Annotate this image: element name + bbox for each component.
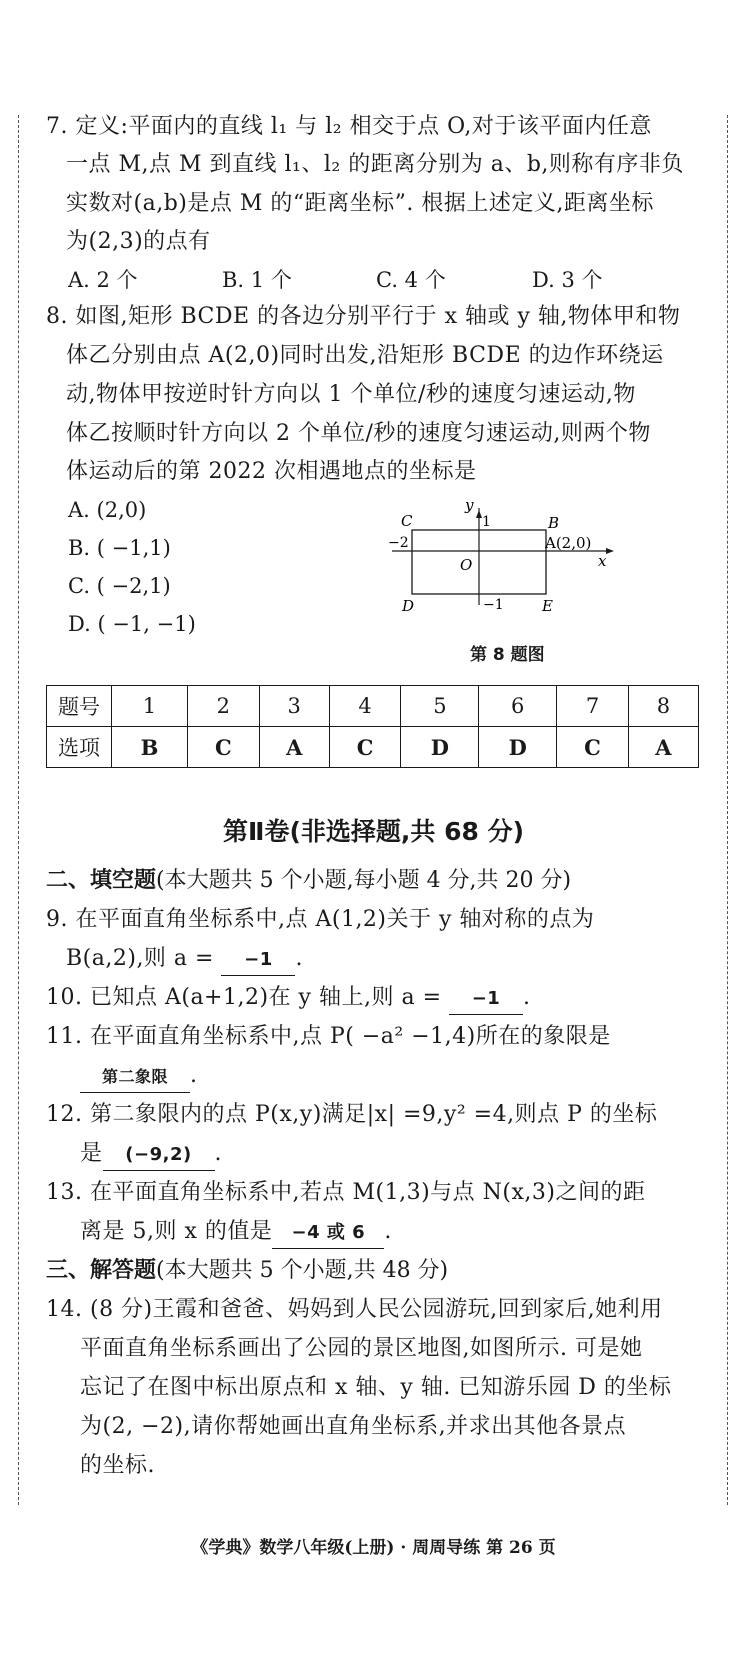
table-header-option: 选项 — [47, 727, 112, 768]
q7-line-2: 一点 M,点 M 到直线 l₁、l₂ 的距离分别为 a、b,则称有序非负 — [66, 152, 684, 177]
q7-line-1: 7. 定义:平面内的直线 l₁ 与 l₂ 相交于点 O,对于该平面内任意 — [46, 114, 652, 139]
label-o: O — [460, 556, 473, 574]
table-number-cell: 2 — [187, 686, 259, 727]
answer-table — [46, 685, 699, 768]
q7-option-c: C. 4 个 — [376, 268, 446, 292]
table-number-cell: 4 — [329, 686, 401, 727]
section-3-title: 三、解答题 — [46, 1258, 157, 1283]
table-header-number: 题号 — [47, 686, 112, 727]
table-number-cell: 5 — [401, 686, 479, 727]
q10-answer: −1 — [449, 984, 523, 1015]
q8-line-5: 体运动后的第 2022 次相遇地点的坐标是 — [66, 459, 477, 484]
table-answer-cell: D — [479, 727, 557, 768]
q7-line-4: 为(2,3)的点有 — [66, 229, 211, 254]
left-margin-dashed-line — [18, 115, 19, 1505]
q8-option-a: A. (2,0) — [68, 498, 147, 522]
label-e: E — [542, 597, 553, 615]
section-3-note: (本大题共 5 个小题,共 48 分) — [156, 1258, 449, 1283]
q13-line-1: 13. 在平面直角坐标系中,若点 M(1,3)与点 N(x,3)之间的距 — [46, 1180, 646, 1205]
label-one: 1 — [482, 514, 491, 530]
part-2-title: 第Ⅱ卷(非选择题,共 68 分) — [222, 817, 524, 846]
x-axis-arrow — [606, 548, 614, 554]
q11-line-1: 11. 在平面直角坐标系中,点 P( −a² −1,4)所在的象限是 — [46, 1024, 611, 1049]
table-answer-cell: C — [187, 727, 259, 768]
q10-line — [46, 983, 531, 1015]
q10-suffix: . — [523, 985, 531, 1010]
table-answer-cell: C — [329, 727, 401, 768]
q12-line-1: 12. 第二象限内的点 P(x,y)满足|x| =9,y² =4,则点 P 的坐标 — [46, 1102, 658, 1127]
section-2-heading — [46, 866, 571, 896]
q14-line-1: 14. (8 分)王霞和爸爸、妈妈到人民公园游玩,回到家后,她利用 — [46, 1297, 663, 1322]
q7-option-b: B. 1 个 — [222, 268, 292, 292]
table-number-cell: 1 — [112, 686, 188, 727]
q12-line-2 — [80, 1139, 222, 1171]
table-number-cell: 6 — [479, 686, 557, 727]
table-answer-cell: D — [401, 727, 479, 768]
q13-prefix: 离是 5,则 x 的值是 — [80, 1219, 273, 1244]
figure-caption: 第 8 题图 — [470, 645, 545, 665]
q8-rectangle-figure — [388, 496, 622, 635]
q9-line-1: 9. 在平面直角坐标系中,点 A(1,2)关于 y 轴对称的点为 — [46, 907, 595, 932]
label-d: D — [402, 597, 415, 615]
q13-answer: −4 或 6 — [272, 1218, 384, 1249]
answer-table-answer-row — [47, 727, 699, 768]
q8-line-1: 8. 如图,矩形 BCDE 的各边分别平行于 x 轴或 y 轴,物体甲和物 — [46, 304, 681, 329]
q11-answer: 第二象限 — [80, 1062, 190, 1093]
q7-option-a: A. 2 个 — [68, 268, 138, 292]
q8-line-2: 体乙分别由点 A(2,0)同时出发,沿矩形 BCDE 的边作环绕运 — [66, 343, 664, 368]
section-2-note: (本大题共 5 个小题,每小题 4 分,共 20 分) — [156, 868, 572, 893]
answer-table-number-row — [47, 686, 699, 727]
table-number-cell: 7 — [557, 686, 629, 727]
label-y: y — [465, 496, 474, 514]
q11-suffix: . — [190, 1063, 198, 1088]
q9-line-2 — [66, 944, 303, 976]
q13-line-2 — [80, 1217, 392, 1249]
q9-answer: −1 — [221, 945, 295, 976]
q14-line-2: 平面直角坐标系画出了公园的景区地图,如图所示. 可是她 — [80, 1336, 643, 1361]
section-3-heading — [46, 1256, 448, 1286]
label-neg1: −1 — [483, 597, 504, 613]
right-margin-dashed-line — [727, 115, 728, 1505]
label-neg2: −2 — [388, 535, 409, 551]
q12-suffix: . — [214, 1141, 223, 1166]
q8-option-d: D. ( −1, −1) — [68, 612, 196, 636]
label-x: x — [598, 552, 607, 570]
table-answer-cell: C — [557, 727, 629, 768]
table-answer-cell: A — [628, 727, 698, 768]
q14-line-4: 为(2, −2),请你帮她画出直角坐标系,并求出其他各景点 — [80, 1414, 627, 1439]
section-2-title: 二、填空题 — [46, 868, 157, 893]
label-c: C — [401, 512, 413, 530]
label-b: B — [548, 514, 560, 532]
q13-suffix: . — [384, 1219, 392, 1244]
page-footer: 《学典》数学八年级(上册) · 周周导练 第 26 页 — [191, 1538, 556, 1558]
table-answer-cell: A — [259, 727, 329, 768]
q14-line-5: 的坐标. — [80, 1453, 155, 1478]
q9-prefix: B(a,2),则 a = — [66, 946, 214, 971]
q10-prefix: 10. 已知点 A(a+1,2)在 y 轴上,则 a = — [46, 985, 442, 1010]
q14-line-3: 忘记了在图中标出原点和 x 轴、y 轴. 已知游乐园 D 的坐标 — [80, 1375, 672, 1400]
table-number-cell: 8 — [628, 686, 698, 727]
q8-line-3: 动,物体甲按逆时针方向以 1 个单位/秒的速度匀速运动,物 — [66, 382, 636, 407]
q7-option-d: D. 3 个 — [532, 268, 603, 292]
q8-option-b: B. ( −1,1) — [68, 536, 171, 560]
q8-option-c: C. ( −2,1) — [68, 574, 171, 598]
q8-line-4: 体乙按顺时针方向以 2 个单位/秒的速度匀速运动,则两个物 — [66, 421, 651, 446]
q9-suffix: . — [295, 946, 303, 971]
table-number-cell: 3 — [259, 686, 329, 727]
q12-prefix: 是 — [80, 1141, 103, 1166]
q11-line-2 — [80, 1061, 198, 1093]
table-answer-cell: B — [112, 727, 188, 768]
label-a: A(2,0) — [545, 534, 592, 552]
q7-line-3: 实数对(a,b)是点 M 的“距离坐标”. 根据上述定义,距离坐标 — [66, 191, 654, 216]
q12-answer: (−9,2) — [103, 1140, 215, 1171]
